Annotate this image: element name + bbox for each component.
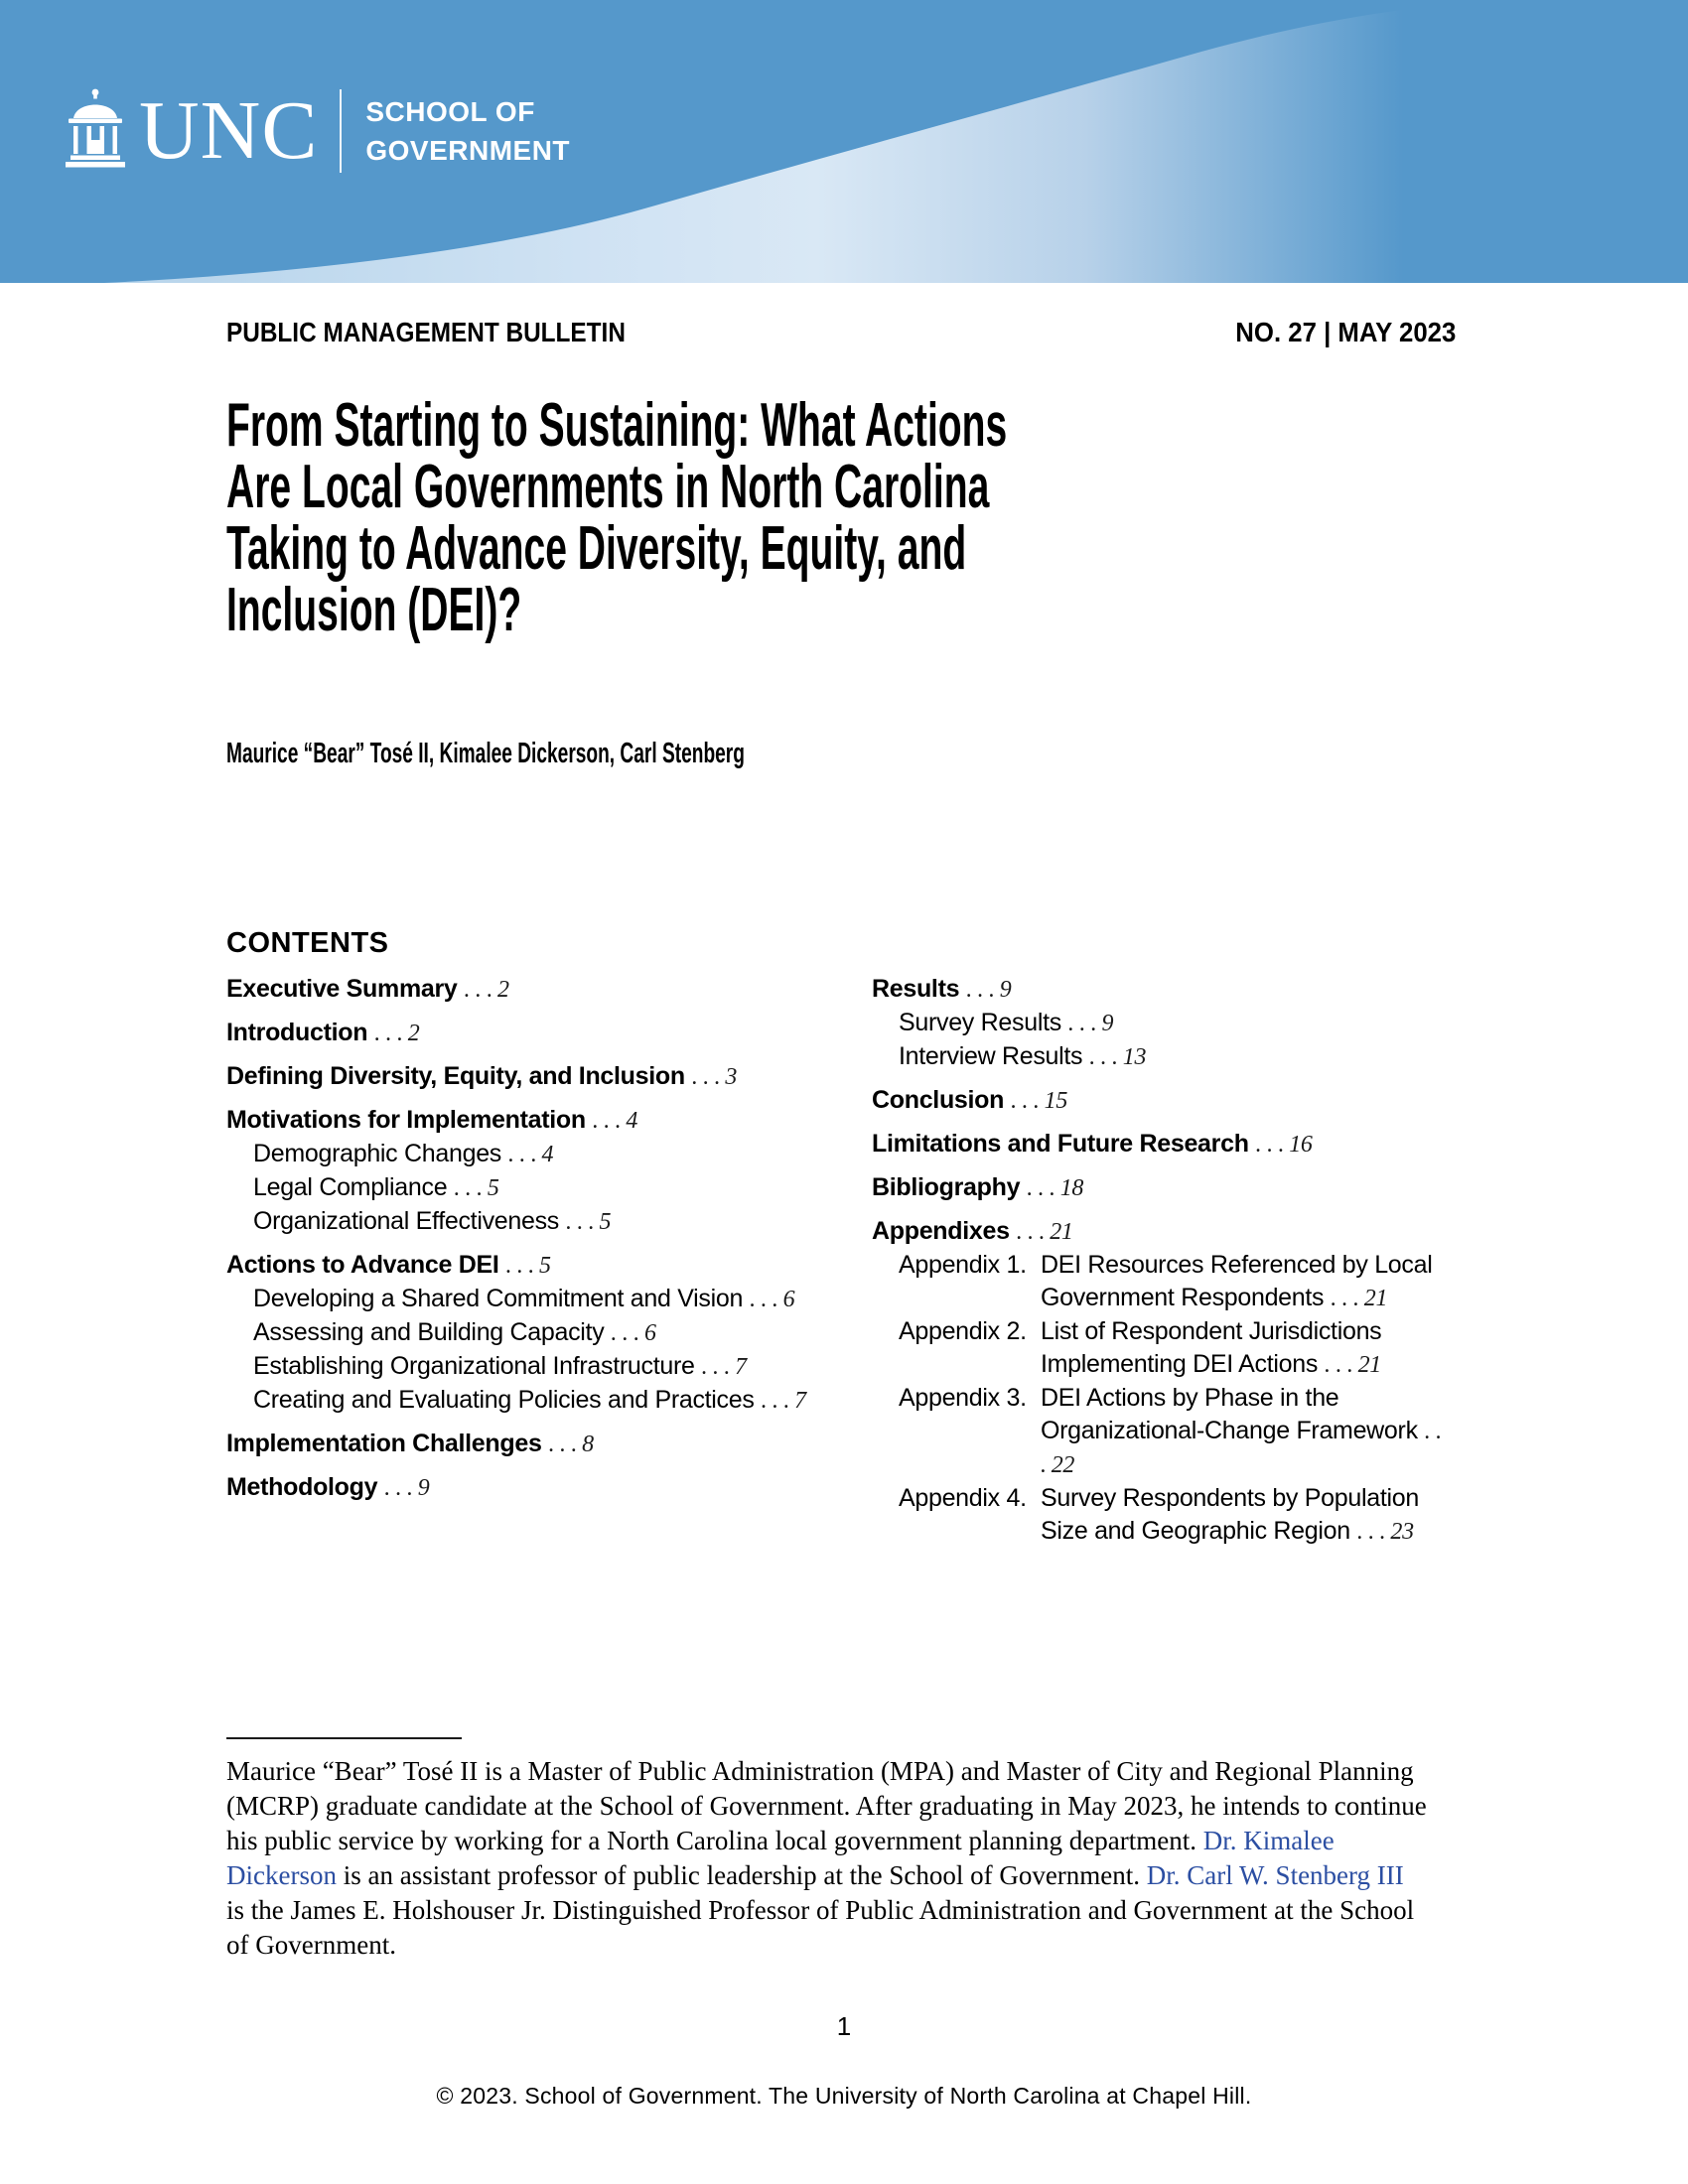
appendix-label: Appendix 3.	[899, 1384, 1027, 1412]
toc-leader-dots: . . .	[1067, 1011, 1097, 1036]
logo-divider	[340, 89, 342, 173]
appendix-title	[1041, 1315, 1456, 1382]
page-title	[226, 391, 1456, 644]
toc-leader-dots: . . .	[1089, 1044, 1118, 1070]
toc-page-number: 3	[725, 1064, 738, 1090]
table-of-contents	[226, 973, 1456, 1549]
footnote-text: is an assistant professor of public leadership at the School of Government.	[336, 1860, 1147, 1890]
toc-page-number: 21	[1357, 1352, 1381, 1378]
toc-entry-label: Methodology	[226, 1473, 378, 1501]
toc-entry-label: Motivations for Implementation	[226, 1106, 586, 1134]
toc-entry-label: Executive Summary	[226, 975, 458, 1003]
toc-leader-dots: . . .	[454, 1175, 483, 1201]
toc-page-number: 9	[417, 1475, 430, 1501]
toc-entry[interactable]	[226, 1205, 872, 1239]
title-line: From Starting to Sustaining: What Actions	[226, 391, 1008, 460]
toc-page-number: 22	[1051, 1452, 1075, 1478]
toc-entry[interactable]	[226, 1060, 872, 1094]
appendix-title-line: Survey Respondents by Population	[1041, 1484, 1419, 1512]
toc-leader-dots: . . .	[1041, 1419, 1442, 1478]
toc-left-column	[226, 973, 872, 1549]
toc-entry-label: Implementation Challenges	[226, 1430, 542, 1457]
toc-leader-dots: . . .	[691, 1064, 721, 1090]
toc-entry[interactable]	[872, 973, 1456, 1007]
toc-leader-dots: . . .	[384, 1475, 413, 1501]
toc-leader-dots: . . .	[1255, 1132, 1285, 1158]
toc-leader-dots: . . .	[701, 1354, 731, 1380]
author-bios	[226, 1754, 1428, 1963]
toc-page-number: 2	[497, 977, 509, 1003]
footnote-text: is the James E. Holshouser Jr. Distinguished Professor of Public Administration and Government at the School of Government.	[226, 1895, 1415, 1960]
toc-entry[interactable]	[226, 1471, 872, 1505]
toc-entry[interactable]	[872, 1128, 1456, 1161]
appendix-title-line: Government Respondents . . . 21	[1041, 1284, 1388, 1311]
toc-page-number: 21	[1363, 1286, 1388, 1311]
appendix-label: Appendix 4.	[899, 1484, 1027, 1512]
contents-heading: CONTENTS	[226, 927, 389, 959]
toc-page-number: 15	[1044, 1088, 1068, 1114]
unc-wordmark: UNC	[139, 84, 319, 177]
toc-entry-label: Legal Compliance	[253, 1173, 448, 1201]
toc-leader-dots: . . .	[611, 1320, 639, 1346]
appendix-label: Appendix 2.	[899, 1317, 1027, 1345]
old-well-icon	[64, 87, 127, 175]
toc-entry[interactable]	[226, 1104, 872, 1138]
toc-appendix-entry[interactable]	[872, 1382, 1456, 1482]
toc-entry-label: Defining Diversity, Equity, and Inclusion	[226, 1062, 685, 1090]
toc-page-number: 5	[538, 1253, 551, 1279]
appendix-title-line: Organizational-Change Framework . . . 22	[1041, 1417, 1442, 1478]
toc-entry-label: Actions to Advance DEI	[226, 1251, 499, 1279]
government-label: GOVERNMENT	[365, 135, 571, 166]
toc-entry-label: Introduction	[226, 1019, 368, 1046]
toc-leader-dots: . . .	[1331, 1286, 1359, 1311]
toc-leader-dots: . . .	[565, 1209, 595, 1235]
page-content	[0, 316, 1688, 1963]
toc-page-number: 5	[487, 1175, 499, 1201]
toc-leader-dots: . . .	[1356, 1519, 1386, 1545]
toc-page-number: 7	[735, 1354, 747, 1380]
toc-page-number: 6	[782, 1287, 795, 1312]
toc-page-number: 16	[1289, 1132, 1313, 1158]
toc-entry[interactable]	[226, 1316, 872, 1350]
toc-entry-label: Interview Results	[899, 1042, 1083, 1070]
toc-page-number: 4	[541, 1142, 554, 1167]
toc-leader-dots: . . .	[1016, 1219, 1046, 1245]
toc-entry-label: Results	[872, 975, 960, 1003]
toc-page-number: 4	[626, 1108, 638, 1134]
toc-page-number: 21	[1050, 1219, 1073, 1245]
toc-leader-dots: . . .	[1011, 1088, 1040, 1114]
toc-entry[interactable]	[226, 973, 872, 1007]
toc-page-number: 5	[599, 1209, 612, 1235]
toc-entry[interactable]	[226, 1384, 872, 1418]
appendix-title	[1041, 1249, 1456, 1315]
toc-entry[interactable]	[226, 1138, 872, 1171]
toc-appendix-entry[interactable]	[872, 1315, 1456, 1382]
toc-page-number: 7	[794, 1388, 806, 1414]
school-of-label: SCHOOL OF	[365, 96, 535, 127]
toc-entry[interactable]	[226, 1171, 872, 1205]
toc-entry[interactable]	[872, 1084, 1456, 1118]
toc-leader-dots: . . .	[761, 1388, 790, 1414]
toc-page-number: 23	[1390, 1519, 1414, 1545]
appendix-label: Appendix 1.	[899, 1251, 1027, 1279]
appendix-title-line: DEI Actions by Phase in the	[1041, 1384, 1339, 1412]
title-line: Taking to Advance Diversity, Equity, and	[226, 514, 967, 583]
toc-entry[interactable]	[872, 1215, 1456, 1249]
toc-page-number: 18	[1059, 1175, 1084, 1201]
author-link[interactable]: Dr. Kimalee Dickerson	[226, 1826, 1335, 1890]
appendix-title-line: List of Respondent Jurisdictions	[1041, 1317, 1382, 1345]
toc-entry-label: Conclusion	[872, 1086, 1005, 1114]
page-number: 1	[836, 2011, 852, 2041]
toc-leader-dots: . . .	[1325, 1352, 1353, 1378]
toc-entry[interactable]	[226, 1428, 872, 1461]
toc-leader-dots: . . .	[508, 1142, 537, 1167]
toc-leader-dots: . . .	[548, 1432, 578, 1457]
toc-leader-dots: . . .	[966, 977, 995, 1003]
toc-page-number: 8	[582, 1432, 594, 1457]
toc-leader-dots: . . .	[505, 1253, 534, 1279]
toc-entry-label: Creating and Evaluating Policies and Practices	[253, 1386, 755, 1414]
toc-leader-dots: . . .	[1027, 1175, 1055, 1201]
toc-appendix-entry[interactable]	[872, 1482, 1456, 1549]
bulletin-kicker: PUBLIC MANAGEMENT BULLETIN	[226, 317, 626, 347]
appendix-title	[1041, 1482, 1456, 1549]
appendix-title-line: Implementing DEI Actions . . . 21	[1041, 1350, 1381, 1378]
toc-right-column	[872, 973, 1456, 1549]
toc-entry[interactable]	[872, 1171, 1456, 1205]
author-link[interactable]: Dr. Carl W. Stenberg III	[1146, 1860, 1404, 1890]
toc-entry[interactable]	[872, 1040, 1456, 1074]
toc-entry-label: Assessing and Building Capacity	[253, 1318, 605, 1346]
toc-page-number: 2	[407, 1021, 420, 1046]
title-line: Are Local Governments in North Carolina	[226, 453, 990, 521]
banner	[0, 0, 1688, 283]
toc-page-number: 9	[999, 977, 1012, 1003]
footnote-rule	[226, 1737, 462, 1739]
toc-entry-label: Survey Results	[899, 1009, 1061, 1036]
toc-leader-dots: . . .	[750, 1287, 778, 1312]
title-line: Inclusion (DEI)?	[226, 576, 522, 644]
toc-entry-label: Developing a Shared Commitment and Vision	[253, 1285, 744, 1312]
toc-entry[interactable]	[872, 1007, 1456, 1040]
toc-page-number: 6	[643, 1320, 656, 1346]
school-of-government-wordmark	[365, 92, 570, 170]
toc-page-number: 9	[1101, 1011, 1114, 1036]
masthead	[226, 316, 1456, 349]
toc-entry-label: Limitations and Future Research	[872, 1130, 1249, 1158]
authors-line: Maurice “Bear” Tosé II, Kimalee Dickerson, Carl Stenberg	[226, 738, 745, 769]
toc-entry[interactable]	[226, 1017, 872, 1050]
toc-leader-dots: . . .	[374, 1021, 403, 1046]
toc-leader-dots: . . .	[464, 977, 493, 1003]
toc-appendix-entry[interactable]	[872, 1249, 1456, 1315]
toc-entry[interactable]	[226, 1350, 872, 1384]
toc-entry[interactable]	[226, 1283, 872, 1316]
unc-sog-logo	[64, 84, 571, 177]
appendix-title	[1041, 1382, 1456, 1482]
toc-entry-label: Establishing Organizational Infrastructure	[253, 1352, 695, 1380]
appendix-title-line: DEI Resources Referenced by Local	[1041, 1251, 1433, 1279]
appendix-title-line: Size and Geographic Region . . . 23	[1041, 1517, 1414, 1545]
toc-entry-label: Appendixes	[872, 1217, 1010, 1245]
toc-entry-label: Demographic Changes	[253, 1140, 502, 1167]
toc-entry[interactable]	[226, 1249, 872, 1283]
toc-entry-label: Organizational Effectiveness	[253, 1207, 559, 1235]
toc-leader-dots: . . .	[592, 1108, 622, 1134]
issue-label: NO. 27 | MAY 2023	[1234, 317, 1456, 347]
toc-entry-label: Bibliography	[872, 1173, 1021, 1201]
footnote-text: Maurice “Bear” Tosé II is a Master of Public Administration (MPA) and Master of City and Regional Planning (MCRP) graduate candidate at the School of Government. After graduating in May 2023, he intends to continue his public service by working for a North Carolina local government planning department.	[226, 1756, 1427, 1855]
copyright-line: © 2023. School of Government. The University of North Carolina at Chapel Hill.	[436, 2083, 1252, 2109]
toc-page-number: 13	[1122, 1044, 1147, 1070]
